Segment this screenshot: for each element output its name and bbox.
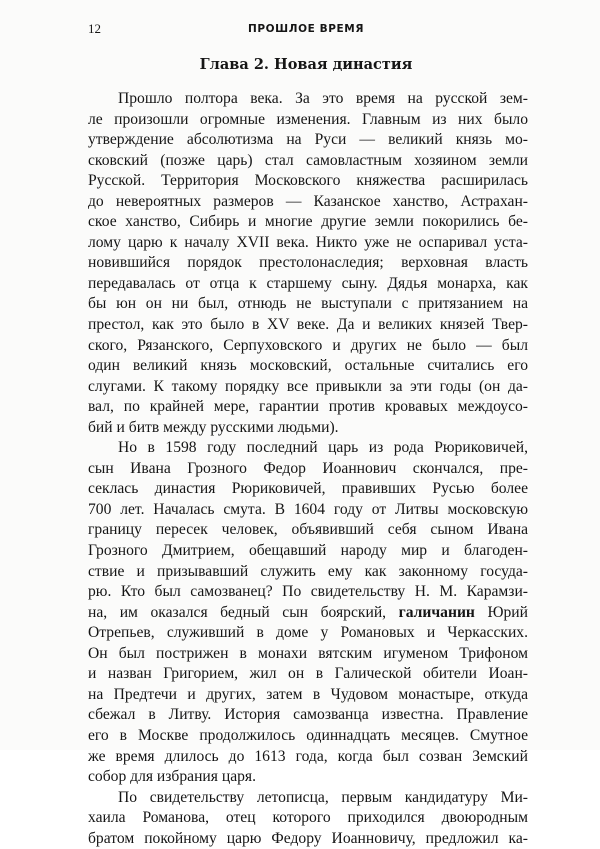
text-line: 700 лет. Началась смута. В 1604 году от Литвы московскую <box>88 500 528 518</box>
text-line: границу пересек человек, объявивший себя сыном Ивана <box>88 521 528 539</box>
text-line: утверждение абсолютизма на Руси — великий князь мо- <box>88 131 528 149</box>
text-line: Он был пострижен в монахи вятским игуменом Трифоном <box>88 644 528 662</box>
text-line: Прошло полтора века. За это время на русской зем- <box>118 90 528 107</box>
text-line: сковский (позже царь) стал самовластным хозяином земли <box>88 151 528 169</box>
paragraph-2 <box>88 438 528 787</box>
paragraph-3 <box>88 788 528 849</box>
body-text <box>88 89 528 849</box>
text-segment: на, им оказался бедный сын боярский, <box>88 603 399 621</box>
text-line: ское ханство, Сибирь и многие другие земли покорились бе- <box>88 213 528 231</box>
text-line: один великий князь московский, остальные считались его <box>88 357 528 375</box>
text-line: новившийся порядок престолонаследия; верховная власть <box>88 254 528 272</box>
text-segment: Юрий <box>474 603 528 621</box>
text-line: его в Москве продолжилось одиннадцать месяцев. Смутное <box>88 726 528 744</box>
text-line: Отрепьев, служивший в доме у Романовых и Черкасских. <box>88 624 528 642</box>
text-line: слугами. К такому порядку все привыкли за эти годы (он да- <box>88 377 528 395</box>
text-line: сын Ивана Грозного Федор Иоаннович скончался, пре- <box>88 459 528 477</box>
text-line: рю. Кто был самозванец? По свидетельству Н. М. Карамзи- <box>88 583 528 601</box>
chapter-title: Глава 2. Новая династия <box>199 56 413 73</box>
text-line: же время длилось до 1613 года, когда был созван Земский <box>88 747 528 765</box>
text-line: и назван Григорием, жил он в Галической обители Иоан- <box>88 665 528 683</box>
text-line: лому царю к началу XVII века. Никто уже не оспаривал уста- <box>88 233 528 251</box>
page-number: 12 <box>88 21 101 36</box>
text-line: хаила Романова, отец которого приходился двоюродным <box>88 809 528 827</box>
text-line: до невероятных размеров — Казанское ханство, Астрахан- <box>88 192 528 210</box>
text-line: престол, как это было в XV веке. Да и великих князей Твер- <box>88 316 528 334</box>
text-line: ле произошли огромные изменения. Главным из них было <box>88 110 528 128</box>
text-line: ского, Рязанского, Серпуховского и других не было — был <box>88 336 528 354</box>
running-title: ПРОШЛОЕ ВРЕМЯ <box>247 23 365 35</box>
text-line: По свидетельству летописца, первым кандидатуру Ми- <box>118 788 528 806</box>
paragraph-1 <box>88 89 528 438</box>
text-line-with-emphasis <box>88 603 528 624</box>
text-line: Русской. Территория Московского княжества расширилась <box>88 172 528 190</box>
text-line: бы юн он ни был, отнюдь не выступали с притязанием на <box>88 295 528 313</box>
text-line: Но в 1598 году последний царь из рода Рюриковичей, <box>118 439 528 457</box>
emphasis-text: галичанин <box>398 603 475 621</box>
text-line: на Предтечи и других, затем в Чудовом монастыре, откуда <box>88 685 528 703</box>
page-header <box>88 22 524 38</box>
text-line: вал, по крайней мере, гарантии против кровавых междоусо- <box>88 398 528 416</box>
text-line: передавалась от отца к старшему сыну. Дядья монарха, как <box>88 274 528 292</box>
text-line: Грозного Дмитрием, обещавший народу мир и благоден- <box>88 542 528 560</box>
text-line: секлась династия Рюриковичей, правивших Русью более <box>88 480 528 498</box>
text-line: ствие и призывавший служить ему как законному госуда- <box>88 562 528 580</box>
text-line: братом покойному царю Федору Иоанновичу, предложил ка- <box>88 829 528 847</box>
text-line: собор для избрания царя. <box>88 768 256 786</box>
text-line: сбежал в Литву. История самозванца известна. Правление <box>88 706 528 724</box>
text-line: бий и битв между русскими людьми). <box>88 418 339 436</box>
